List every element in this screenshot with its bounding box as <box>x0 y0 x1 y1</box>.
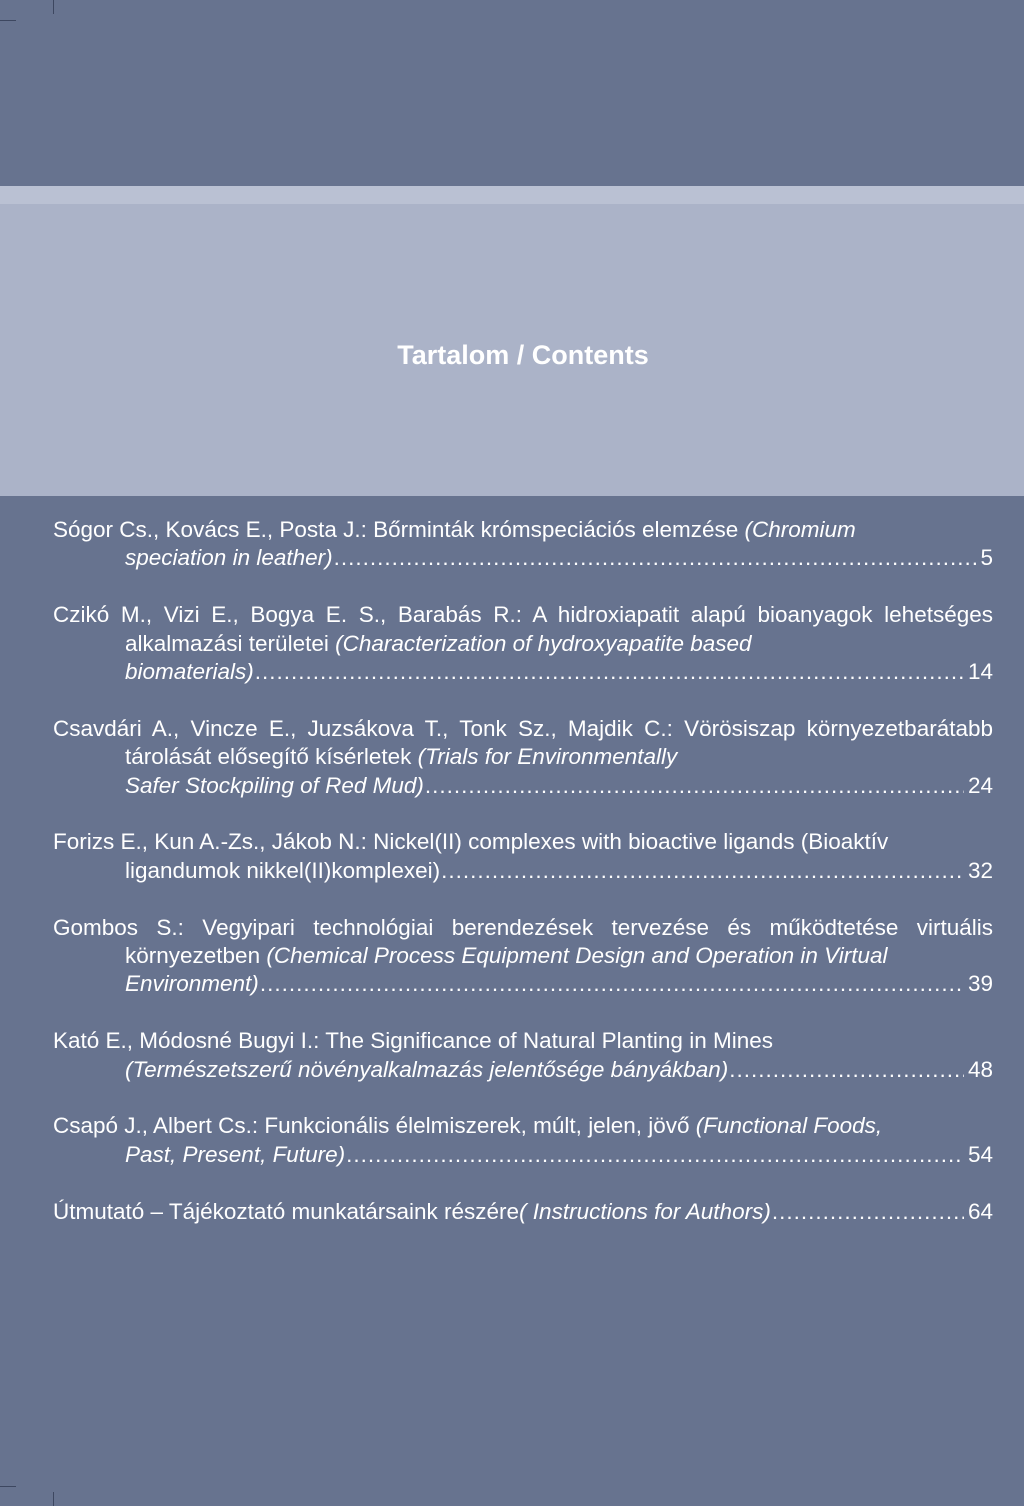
entry-last-line <box>125 857 993 885</box>
entry-translated-title: (Functional Foods, <box>695 1113 883 1139</box>
entry-translated-title: (Trials for Environmentally <box>417 744 678 770</box>
entry-authors-title: Gombos S.: Vegyipari technológiai berendezések tervezése és működtetése virtuális környezetben <box>53 914 993 969</box>
dot-leader <box>425 772 964 800</box>
entry-translated-title-end: ( Instructions for Authors) <box>519 1198 771 1224</box>
page-number: 24 <box>967 772 993 798</box>
toc-entry <box>53 914 993 999</box>
entry-last-line <box>125 658 993 686</box>
toc-entry <box>53 828 993 885</box>
page-number: 32 <box>967 857 993 883</box>
page-number: 5 <box>980 545 993 571</box>
toc-entry <box>53 715 993 800</box>
entry-translated-title: (Characterization of hydroxyapatite based <box>335 630 752 656</box>
dot-leader <box>729 1056 964 1084</box>
page-number: 64 <box>967 1198 993 1224</box>
page-number: 14 <box>967 659 993 685</box>
header-band-stripe <box>0 186 1024 204</box>
entry-last-line <box>125 1056 993 1084</box>
dot-leader <box>260 970 964 998</box>
page-title: Tartalom / Contents <box>397 340 649 370</box>
entry-translated-title: (Chromium <box>744 517 856 542</box>
entry-authors-title: Forizs E., Kun A.-Zs., Jákob N.: Nickel(II) complexes with bioactive ligands (Bioaktív <box>53 829 889 855</box>
entry-translated-title-end: speciation in leather) <box>125 545 333 571</box>
toc-entry <box>53 1198 993 1226</box>
page-number: 48 <box>967 1056 993 1082</box>
entry-last-line <box>125 1141 993 1169</box>
toc-entry <box>53 1027 993 1084</box>
contents-list <box>53 516 993 1254</box>
toc-entry <box>53 1112 993 1169</box>
entry-authors-title: Kató E., Módosné Bugyi I.: The Significance of Natural Planting in Mines <box>53 1028 773 1054</box>
crop-mark-top-left <box>53 0 54 14</box>
dot-leader <box>334 544 977 572</box>
page-number: 39 <box>967 971 993 997</box>
dot-leader <box>441 857 964 885</box>
entry-last-line <box>125 970 993 998</box>
entry-translated-title: (Chemical Process Equipment Design and Operation in Virtual <box>266 943 888 969</box>
entry-authors-title: Csapó J., Albert Cs.: Funkcionális élelmiszerek, múlt, jelen, jövő <box>53 1113 696 1139</box>
entry-authors-title: Sógor Cs., Kovács E., Posta J.: Bőrminták krómspeciációs elemzése <box>53 517 745 542</box>
entry-last-line <box>125 772 993 800</box>
dot-leader <box>255 658 964 686</box>
entry-last-line <box>53 1198 993 1226</box>
entry-translated-title-end: biomaterials) <box>125 659 254 685</box>
dot-leader <box>772 1198 964 1226</box>
entry-authors-title: Csavdári A., Vincze E., Juzsákova T., Tonk Sz., Majdik C.: Vörösiszap környezetbarátabb tárolását elősegítő kísérletek <box>53 715 993 770</box>
entry-translated-title-end: Environment) <box>125 971 259 997</box>
crop-mark-left-top <box>0 20 16 21</box>
page-number: 54 <box>967 1141 993 1167</box>
crop-mark-left-bottom <box>0 1486 16 1487</box>
entry-translated-title-end: (Természetszerű növényalkalmazás jelentősége bányákban) <box>125 1056 729 1082</box>
dot-leader <box>346 1141 964 1169</box>
toc-entry <box>53 601 993 686</box>
entry-last-line <box>125 544 993 572</box>
entry-authors-title: Útmutató – Tájékoztató munkatársaink részére <box>53 1198 520 1224</box>
entry-translated-title-end: ligandumok nikkel(II)komplexei) <box>125 857 441 883</box>
toc-entry <box>53 516 993 573</box>
entry-translated-title-end: Past, Present, Future) <box>125 1141 346 1167</box>
entry-authors-title: Czikó M., Vizi E., Bogya E. S., Barabás R.: A hidroxiapatit alapú bioanyagok lehetséges alkalmazási területei <box>53 602 993 656</box>
entry-translated-title-end: Safer Stockpiling of Red Mud) <box>125 772 424 798</box>
crop-mark-bottom-left <box>53 1492 54 1506</box>
